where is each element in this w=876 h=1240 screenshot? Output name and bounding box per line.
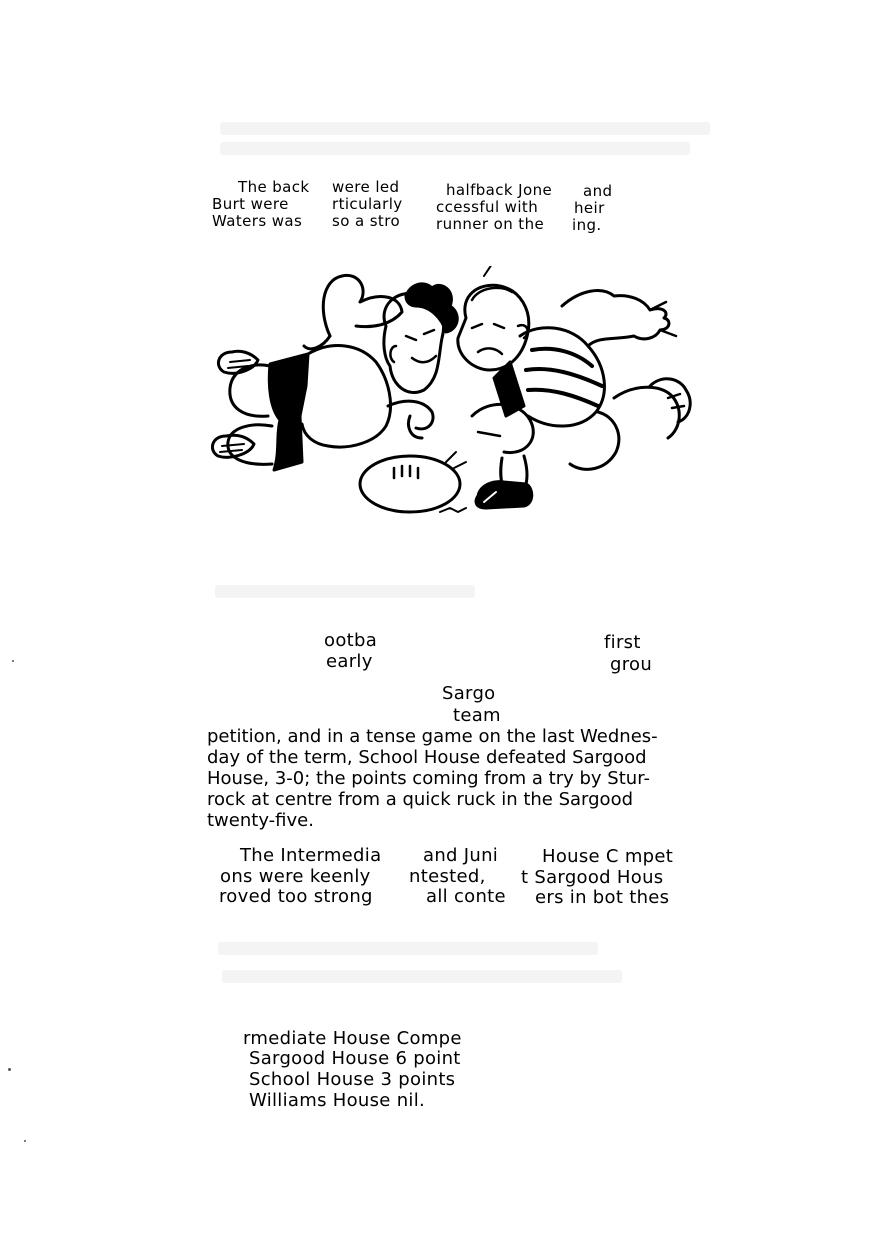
fragment-text: halfback Jone (446, 181, 553, 199)
bleed-through-mark (218, 942, 598, 955)
fragment-text: ons were keenly (220, 866, 371, 887)
paragraph-line: House, 3-0; the points coming from a try by Stur- (207, 768, 650, 789)
fragment-text: ntested, (409, 866, 486, 887)
result-line: Sargood House 6 point (249, 1048, 461, 1069)
paragraph-line: rock at centre from a quick ruck in the Sargood (207, 789, 634, 810)
fragment-text: ing. (572, 216, 602, 234)
result-line: rmediate House Compe (243, 1028, 462, 1049)
fragment-text: and (583, 182, 613, 200)
result-line: School House 3 points (249, 1069, 456, 1090)
scan-speck (24, 1140, 26, 1142)
fragment-text: first (604, 632, 641, 653)
fragment-text: ccessful with (436, 198, 539, 216)
fragment-text: Sargo (442, 683, 496, 704)
fragment-text: all conte (426, 886, 506, 907)
fragment-text: early (326, 651, 373, 672)
fragment-text: The Intermedia (240, 845, 382, 866)
fragment-text: Burt were (212, 195, 289, 213)
main-paragraph (207, 726, 707, 831)
scan-speck (8, 1068, 11, 1071)
paragraph-line: twenty-five. (207, 810, 314, 831)
fragment-text: ers in bot thes (535, 887, 670, 908)
rugby-scrum-cartoon (210, 266, 710, 524)
fragment-text: grou (610, 654, 653, 675)
bleed-through-mark (220, 122, 710, 135)
fragment-text: were led (332, 178, 400, 196)
fragment-text: Waters was (212, 212, 303, 230)
bleed-through-mark (215, 585, 475, 598)
fragment-text: runner on the (436, 215, 545, 233)
paragraph-line: day of the term, School House defeated Sargood (207, 747, 647, 768)
fragment-text: rticularly (332, 195, 403, 213)
fragment-text: heir (574, 199, 605, 217)
scan-speck (12, 660, 14, 662)
fragment-text: ootba (324, 630, 378, 651)
fragment-text: roved too strong (219, 886, 373, 907)
paragraph-line: petition, and in a tense game on the last Wednes- (207, 726, 658, 747)
bleed-through-mark (222, 970, 622, 983)
result-line: Williams House nil. (249, 1090, 426, 1111)
bleed-through-mark (220, 142, 690, 155)
fragment-text: The back (238, 178, 310, 196)
fragment-text: and Juni (423, 845, 499, 866)
fragment-text: House C mpet (542, 846, 674, 867)
fragment-text: team (453, 705, 501, 726)
fragment-text: t Sargood Hous (521, 867, 664, 888)
fragment-text: so a stro (332, 212, 401, 230)
